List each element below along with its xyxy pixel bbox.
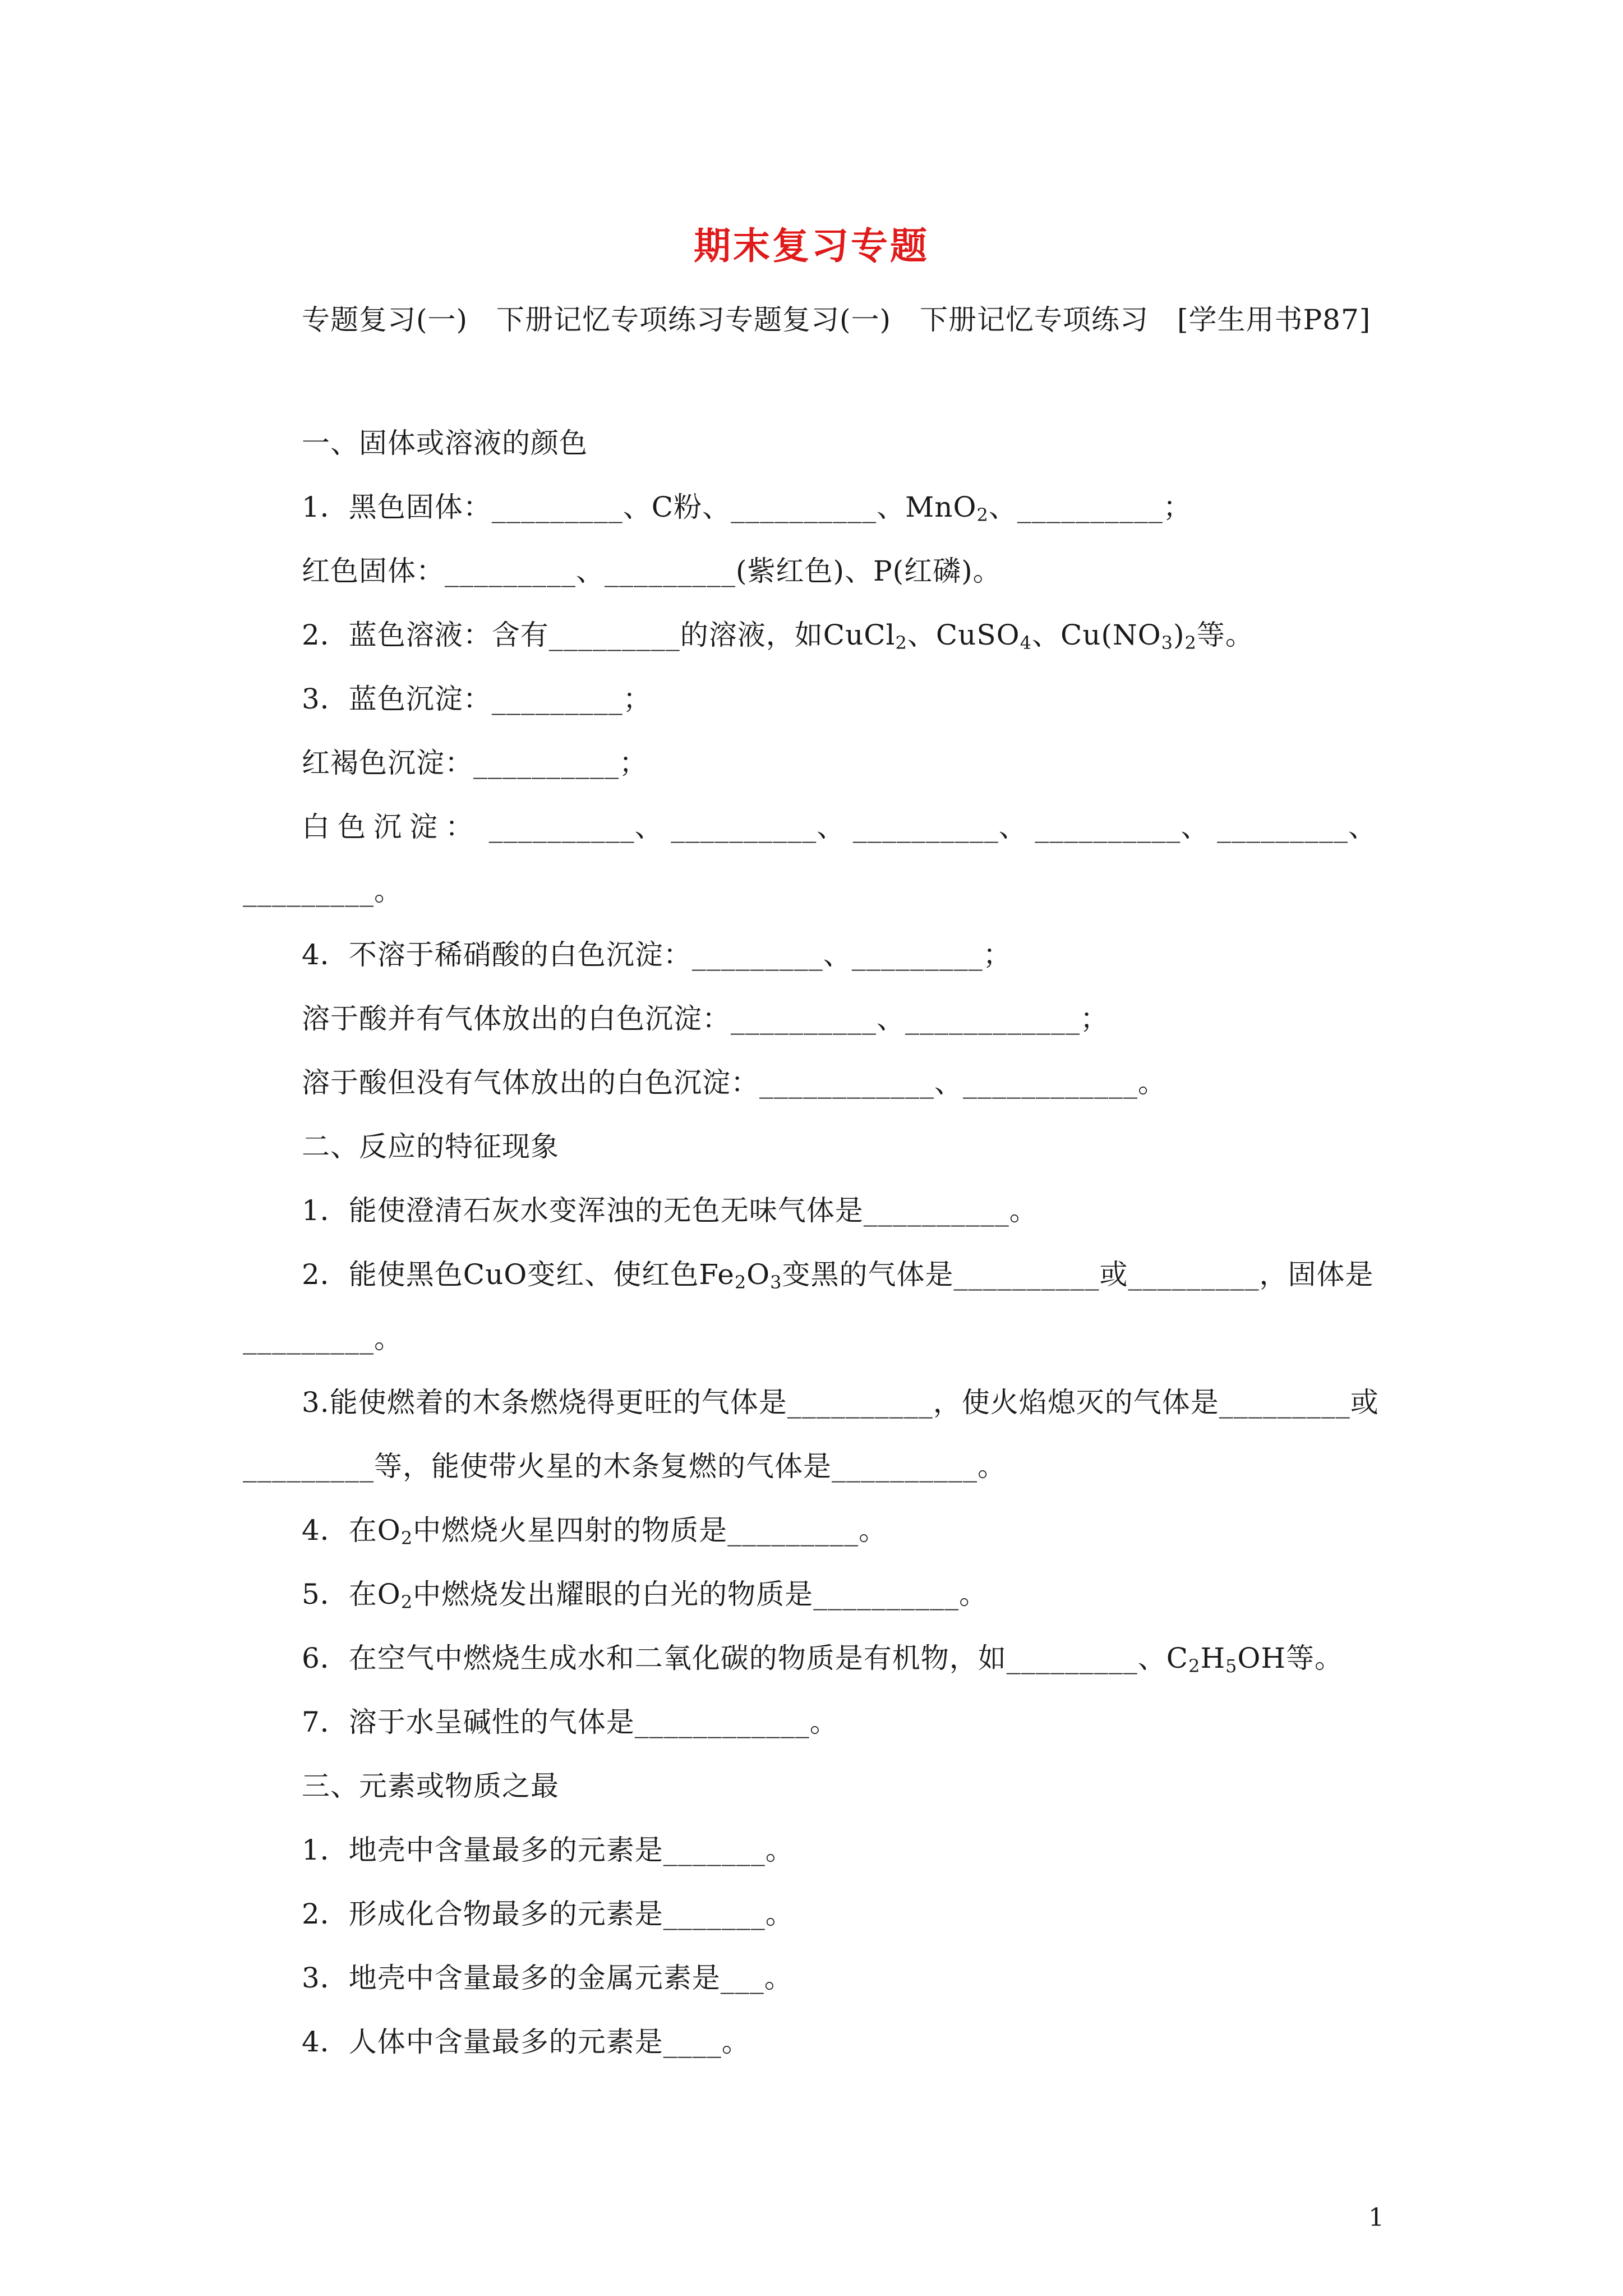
question-1-4-line-2: 溶于酸并有气体放出的白色沉淀：__________、____________； — [302, 1002, 1109, 1035]
section-2-heading: 二、反应的特征现象 — [302, 1130, 559, 1163]
question-1-1-line-2: 红色固体：_________、_________(紫红色)、P(红磷)。 — [302, 555, 1002, 587]
question-2-1: 1．能使澄清石灰水变浑浊的无色无味气体是__________。 — [302, 1194, 1038, 1227]
question-3-2: 2．形成化合物最多的元素是_______。 — [302, 1898, 794, 1930]
question-1-4-line-3: 溶于酸但没有气体放出的白色沉淀：____________、____________。 — [302, 1066, 1166, 1099]
question-3-4: 4．人体中含量最多的元素是____。 — [302, 2026, 750, 2058]
question-1-2: 2．蓝色溶液：含有_________的溶液，如CuCl$_2$、CuSO$_4$、$Cu(NO_3)_2$等。 — [302, 619, 1254, 654]
question-2-4: 4．在$O_2$中燃烧火星四射的物质是_________。 — [302, 1514, 888, 1549]
question-2-2-line-1: 2．能使黑色CuO变红、使红色$Fe_2O_3$变黑的气体是__________或_________，固体是 — [302, 1258, 1374, 1293]
question-2-3-line-2: _________等，能使带火星的木条复燃的气体是__________。 — [243, 1450, 1006, 1483]
question-1-3-line-4: _________。 — [243, 875, 403, 907]
question-2-3-line-1: 3.能使燃着的木条燃烧得更旺的气体是__________，使火焰熄灭的气体是_________或 — [302, 1386, 1379, 1419]
question-1-3-line-2: 红褐色沉淀：__________； — [302, 747, 648, 779]
question-3-3: 3．地壳中含量最多的金属元素是___。 — [302, 1962, 793, 1994]
question-2-2-line-2: _________。 — [243, 1322, 403, 1355]
question-3-1: 1．地壳中含量最多的元素是_______。 — [302, 1834, 794, 1866]
question-1-3-line-3: 白色沉淀： __________、 __________、 __________、 __________、 _________、 — [302, 811, 1377, 843]
question-2-6: 6．在空气中燃烧生成水和二氧化碳的物质是有机物，如_________、$C_2H_5OH$等。 — [302, 1642, 1344, 1677]
document-title: 期末复习专题 — [694, 224, 929, 268]
question-2-5: 5．在$O_2$中燃烧发出耀眼的白光的物质是__________。 — [302, 1578, 988, 1613]
question-1-1-line-1: 1．黑色固体：_________、C粉、__________、MnO$_2$、__________； — [302, 491, 1192, 526]
question-2-7: 7．溶于水呈碱性的气体是____________。 — [302, 1706, 838, 1738]
section-1-heading: 一、固体或溶液的颜色 — [302, 427, 588, 459]
question-1-3-line-1: 3．蓝色沉淀：_________； — [302, 683, 652, 715]
page-number: 1 — [1368, 2203, 1384, 2232]
section-3-heading: 三、元素或物质之最 — [302, 1770, 559, 1802]
document-subtitle: 专题复习(一) 下册记忆专项练习专题复习(一) 下册记忆专项练习 [学生用书P87] — [302, 303, 1371, 336]
question-1-4-line-1: 4．不溶于稀硝酸的白色沉淀：_________、_________； — [302, 938, 1012, 971]
